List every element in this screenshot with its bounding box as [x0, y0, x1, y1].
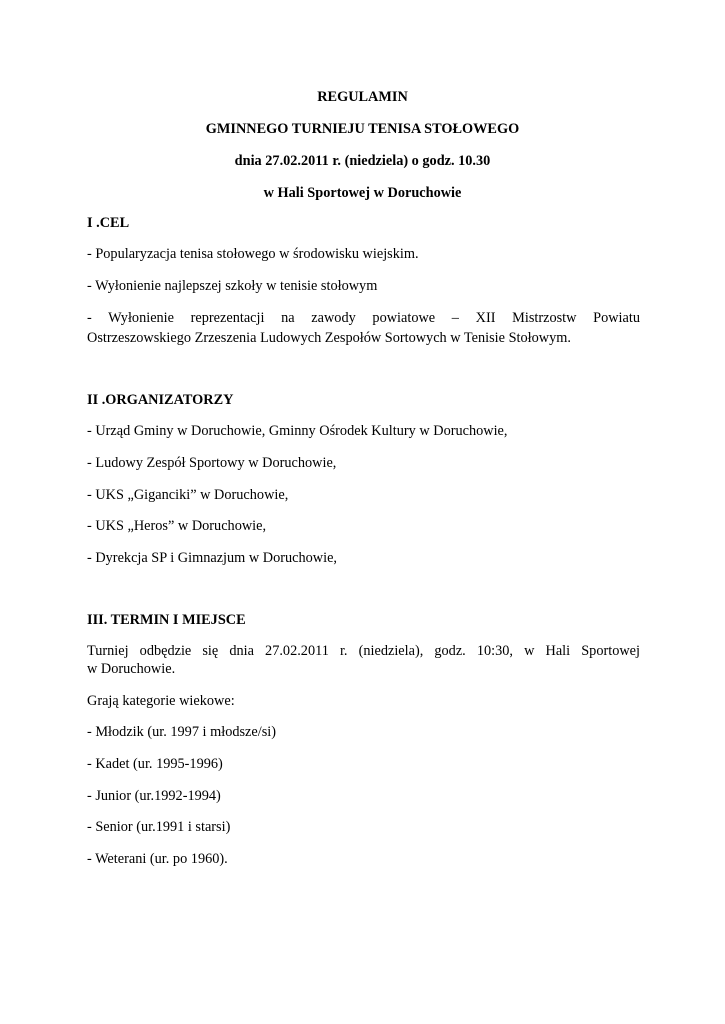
- tournament-name: GMINNEGO TURNIEJU TENISA STOŁOWEGO: [205, 121, 520, 137]
- paragraph-line2: w Doruchowie.: [87, 661, 176, 677]
- tournament-date: dnia 27.02.2011 r. (niedziela) o godz. 10.30: [234, 153, 491, 169]
- list-item-wrapped-line1: - Wyłonienie reprezentacji na zawody powiatowe – XII Mistrzostw Powiatu: [87, 310, 640, 326]
- list-item: - Młodzik (ur. 1997 i młodsze/si): [87, 724, 277, 740]
- list-item: - Wyłonienie najlepszej szkoły w tenisie stołowym: [87, 278, 378, 294]
- list-item: - UKS „Giganciki” w Doruchowie,: [87, 487, 289, 503]
- list-item: - Urząd Gminy w Doruchowie, Gminny Ośrodek Kultury w Doruchowie,: [87, 423, 508, 439]
- section-heading-cel: I .CEL: [87, 215, 130, 231]
- list-item: - Dyrekcja SP i Gimnazjum w Doruchowie,: [87, 550, 338, 566]
- section-heading-termin-i-miejsce: III. TERMIN I MIEJSCE: [87, 612, 246, 628]
- categories-intro: Grają kategorie wiekowe:: [87, 693, 235, 709]
- list-item: - Senior (ur.1991 i starsi): [87, 819, 231, 835]
- document-title: REGULAMIN: [317, 89, 408, 105]
- section-heading-organizatorzy: II .ORGANIZATORZY: [87, 392, 234, 408]
- list-item: - UKS „Heros” w Doruchowie,: [87, 518, 267, 534]
- list-item: - Junior (ur.1992-1994): [87, 788, 221, 804]
- list-item: - Weterani (ur. po 1960).: [87, 851, 228, 867]
- list-item: - Popularyzacja tenisa stołowego w środowisku wiejskim.: [87, 246, 419, 262]
- list-item: - Kadet (ur. 1995-1996): [87, 756, 223, 772]
- list-item: - Ludowy Zespół Sportowy w Doruchowie,: [87, 455, 337, 471]
- tournament-venue: w Hali Sportowej w Doruchowie: [263, 185, 462, 201]
- paragraph-line1: Turniej odbędzie się dnia 27.02.2011 r. (niedziela), godz. 10:30, w Hali Sportowej: [87, 643, 640, 659]
- list-item-wrapped-line2: Ostrzeszowskiego Zrzeszenia Ludowych Zespołów Sortowych w Tenisie Stołowym.: [87, 330, 571, 346]
